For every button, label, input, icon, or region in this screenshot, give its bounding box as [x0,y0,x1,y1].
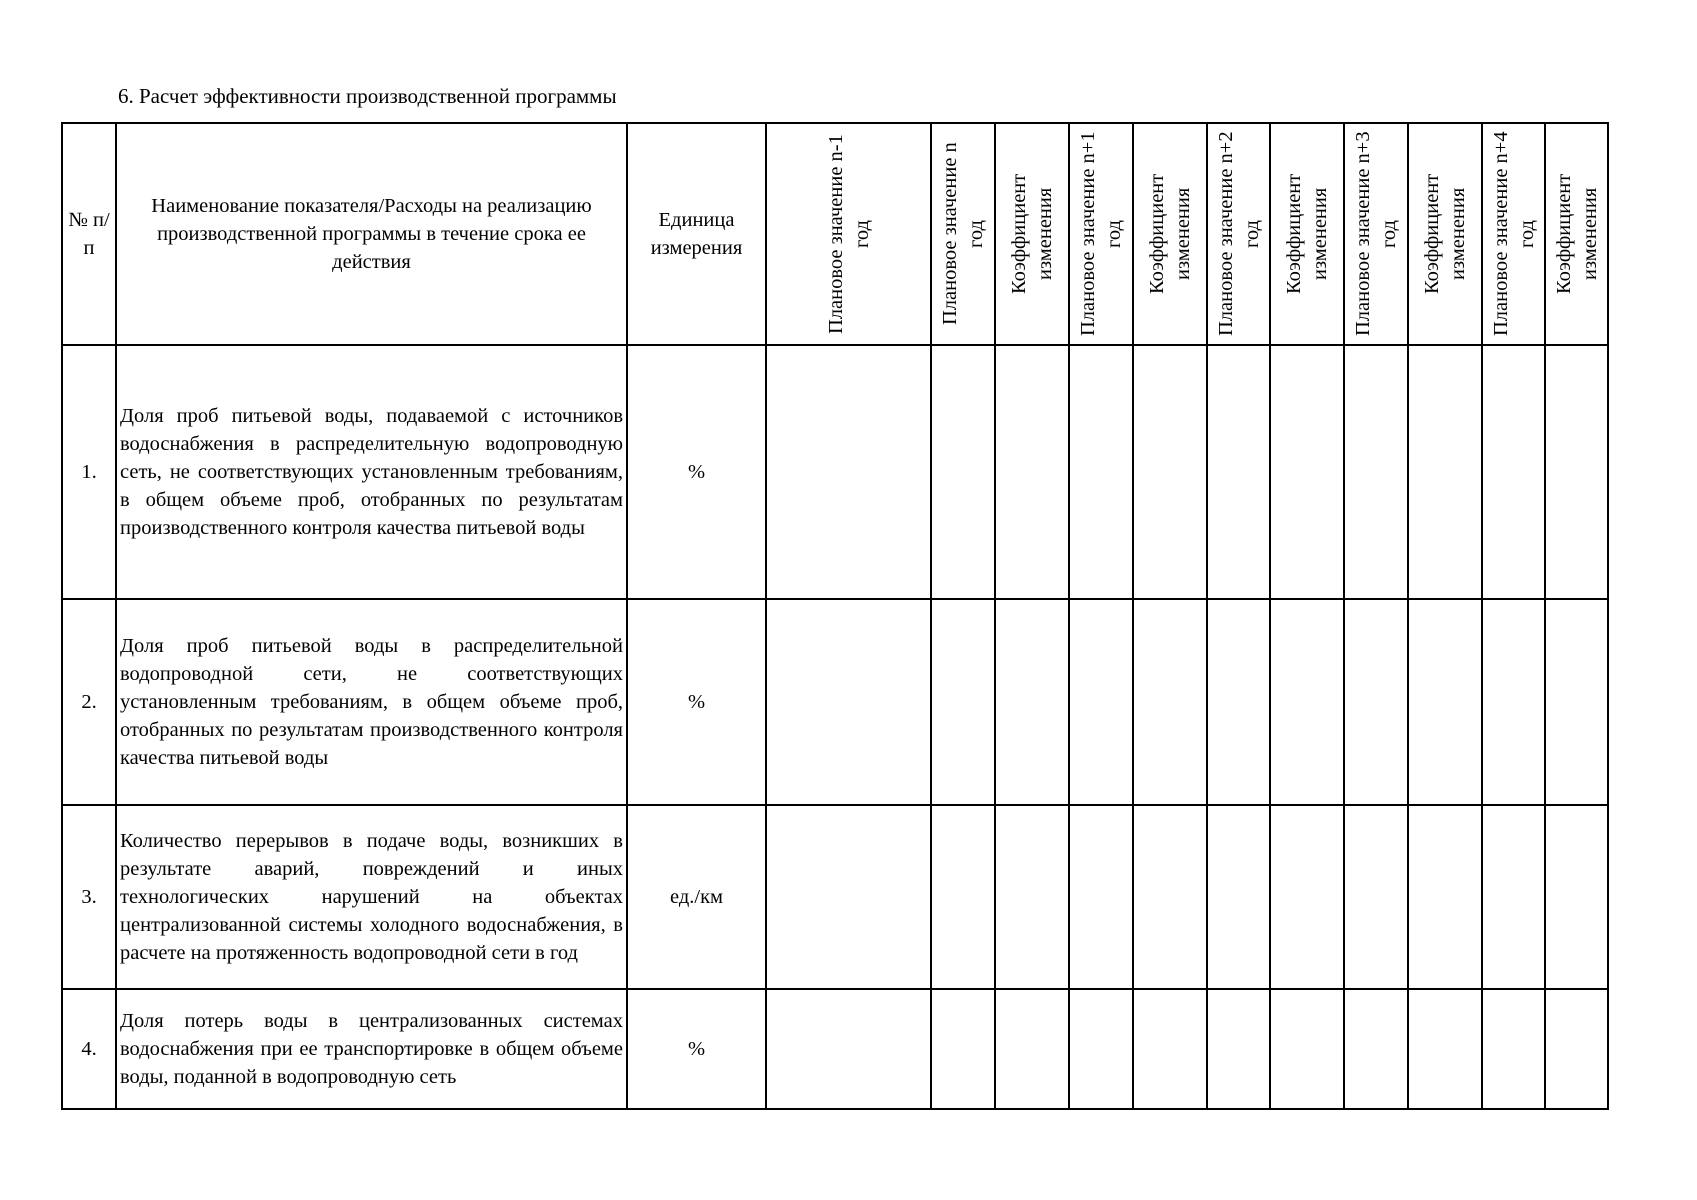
row-number: 4. [62,989,116,1109]
value-cell [1344,989,1408,1109]
table-header-row [62,123,1682,345]
indicator-name: Доля проб питьевой воды, подаваемой с источников водоснабжения в распределительную водопроводную сеть, не соответствующих установленным требованиям, в общем объеме проб, отобранных по результатам производственного контроля качества питьевой воды [116,345,627,599]
table-row [62,345,1682,599]
unit-cell: % [627,599,766,805]
value-cell [766,599,931,805]
value-cell [1408,805,1482,989]
value-cell [1545,599,1608,805]
header-plan-n-plus-3: Плановое значение n+3 год [1344,123,1408,345]
indicator-name: Количество перерывов в подаче воды, возникших в результате аварий, повреждений и иных технологических нарушений на объектах централизованной системы холодного водоснабжения, в расчете на протяженность водопроводной сети в год [116,805,627,989]
header-coef-2: Коэффициент изменения [1133,123,1207,345]
value-cell [1545,805,1608,989]
value-cell [1482,599,1545,805]
value-cell [1482,805,1545,989]
header-coef-3: Коэффициент изменения [1270,123,1344,345]
value-cell [766,989,931,1109]
header-plan-n-minus-1: Плановое значение n-1 год [766,123,931,345]
value-cell [1482,345,1545,599]
value-cell [1207,599,1270,805]
header-coef-4: Коэффициент изменения [1408,123,1482,345]
value-cell [1270,345,1344,599]
value-cell [1408,989,1482,1109]
header-plan-n: Плановое значение n год [931,123,995,345]
value-cell [1344,345,1408,599]
unit-cell: % [627,989,766,1109]
value-cell [1069,989,1133,1109]
header-unit: Единица измерения [627,123,766,345]
value-cell [931,805,995,989]
value-cell [1344,805,1408,989]
value-cell [1270,805,1344,989]
value-cell [1133,989,1207,1109]
efficiency-table [61,122,1683,1110]
value-cell [766,805,931,989]
value-cell [1545,989,1608,1109]
table-row [62,599,1682,805]
value-cell [1482,989,1545,1109]
value-cell [1133,805,1207,989]
value-cell [1270,989,1344,1109]
value-cell [1408,345,1482,599]
value-cell [995,599,1069,805]
unit-cell: % [627,345,766,599]
header-coef-5: Коэффициент изменения [1545,123,1608,345]
value-cell [1207,805,1270,989]
value-cell [1344,599,1408,805]
row-number: 3. [62,805,116,989]
header-plan-n-plus-4: Плановое значение n+4 год [1482,123,1545,345]
value-cell [931,599,995,805]
unit-cell: ед./км [627,805,766,989]
row-number: 2. [62,599,116,805]
value-cell [995,805,1069,989]
value-cell [931,989,995,1109]
value-cell [995,989,1069,1109]
value-cell [1069,599,1133,805]
value-cell [1069,805,1133,989]
value-cell [1133,345,1207,599]
header-coef-1: Коэффициент изменения [995,123,1069,345]
value-cell [1408,599,1482,805]
row-number: 1. [62,345,116,599]
value-cell [1133,599,1207,805]
value-cell [995,345,1069,599]
table-row [62,989,1682,1109]
page-title: 6. Расчет эффективности производственной программы [118,84,617,108]
value-cell [1270,599,1344,805]
value-cell [1545,345,1608,599]
header-plan-n-plus-1: Плановое значение n+1 год [1069,123,1133,345]
header-plan-n-plus-2: Плановое значение n+2 год [1207,123,1270,345]
header-num: № п/п [62,123,116,345]
value-cell [1069,345,1133,599]
value-cell [766,345,931,599]
value-cell [1207,345,1270,599]
table-row [62,805,1682,989]
value-cell [931,345,995,599]
indicator-name: Доля потерь воды в централизованных системах водоснабжения при ее транспортировке в общем объеме воды, поданной в водопроводную сеть [116,989,627,1109]
indicator-name: Доля проб питьевой воды в распределительной водопроводной сети, не соответствующих установленным требованиям, в общем объеме проб, отобранных по результатам производственного контроля качества питьевой воды [116,599,627,805]
header-name: Наименование показателя/Расходы на реализацию производственной программы в течение срока ее действия [116,123,627,345]
value-cell [1207,989,1270,1109]
